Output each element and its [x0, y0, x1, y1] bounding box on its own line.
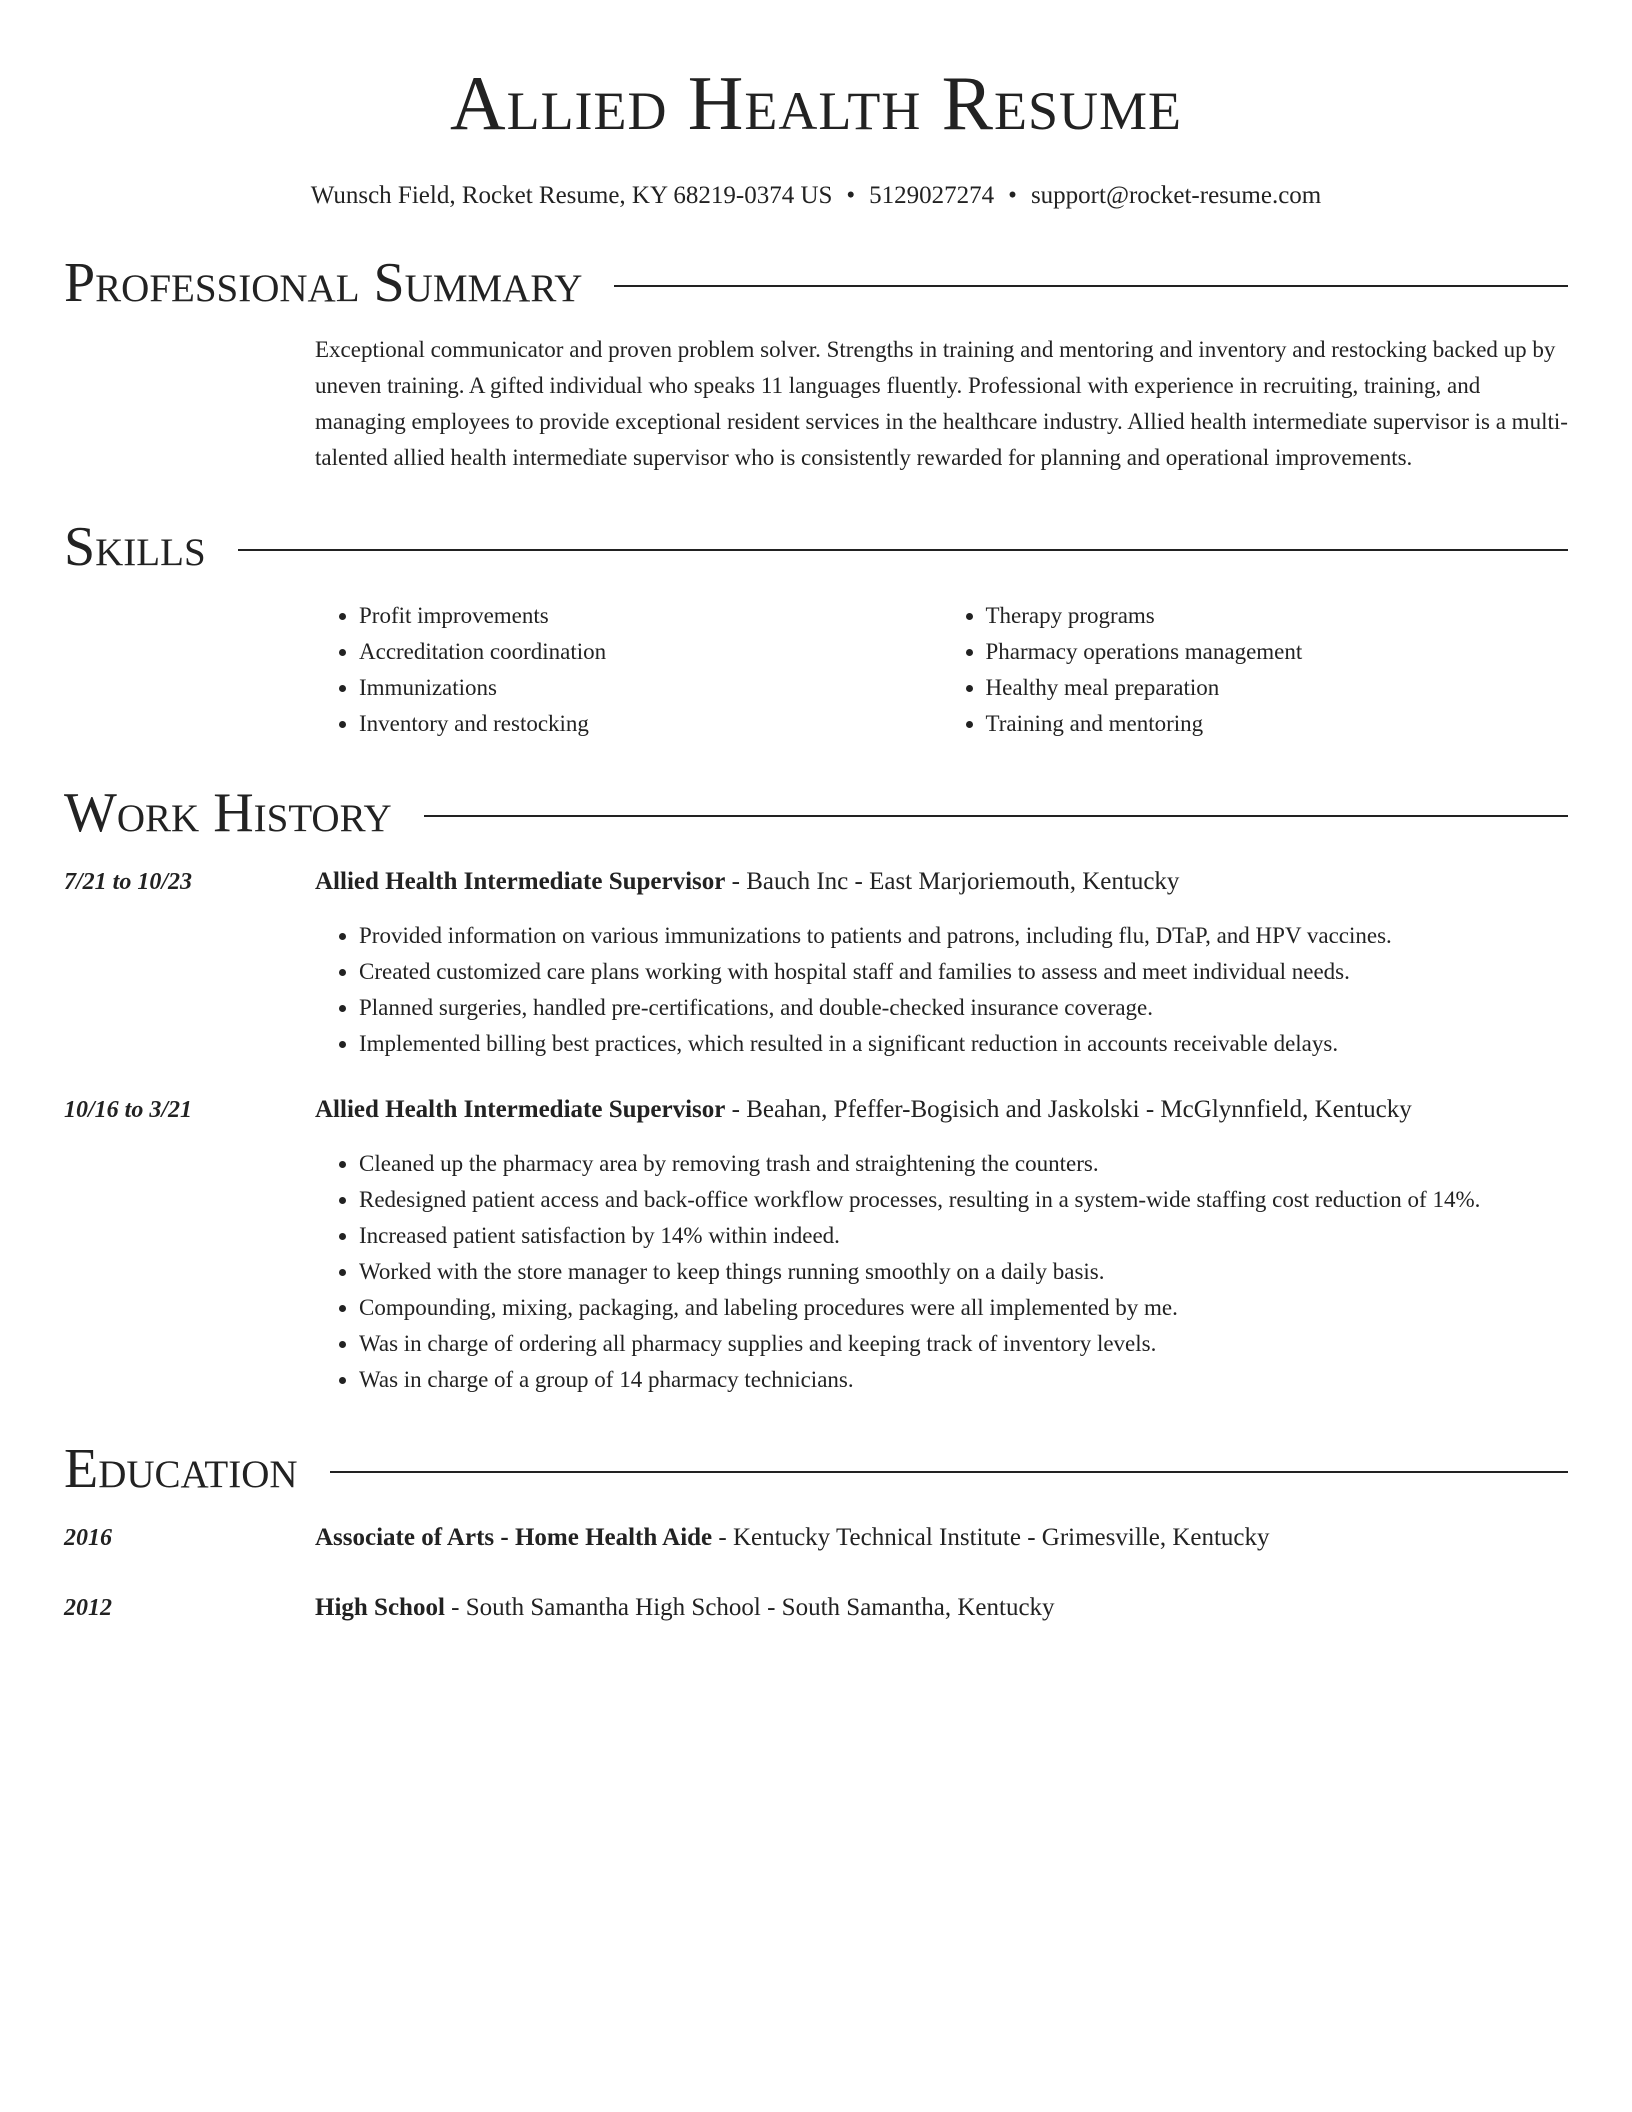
job-bullet: • Implemented billing best practices, which resulted in a significant reduction in accounts receivable delays.: [359, 1026, 1568, 1062]
job-bullet: • Compounding, mixing, packaging, and labeling procedures were all implemented by me.: [359, 1290, 1568, 1326]
contact-separator: •: [846, 182, 856, 209]
education-school: - Kentucky Technical Institute - Grimesville, Kentucky: [712, 1524, 1270, 1551]
education-body: [315, 1520, 1568, 1556]
job-entry: [64, 864, 1568, 1062]
job-bullet-list: [315, 1146, 1568, 1398]
education-entry: [64, 1590, 1568, 1626]
education-year: 2016: [64, 1525, 112, 1551]
job-bullet: • Worked with the store manager to keep things running smoothly on a daily basis.: [359, 1254, 1568, 1290]
contact-email: support@rocket-resume.com: [1030, 182, 1322, 209]
skill-item: • Pharmacy operations management: [986, 634, 1569, 670]
job-heading-line: [315, 864, 1568, 900]
work-section-heading: [64, 780, 1568, 846]
summary-heading: Professional Summary: [64, 252, 583, 314]
contact-address: Wunsch Field, Rocket Resume, KY 68219-0374 US: [310, 182, 833, 209]
skill-item: • Immunizations: [359, 670, 942, 706]
education-year: 2012: [64, 1595, 112, 1621]
skill-item: • Healthy meal preparation: [986, 670, 1569, 706]
education-section-heading: [64, 1436, 1568, 1502]
education-heading: Education: [64, 1438, 298, 1500]
contact-phone: 5129027274: [869, 182, 995, 209]
contact-line: [64, 180, 1568, 212]
resume-name: Allied Health Resume: [449, 60, 1182, 146]
job-dates: 7/21 to 10/23: [64, 869, 193, 895]
skills-column-right: [942, 598, 1569, 742]
summary-text: Exceptional communicator and proven problem solver. Strengths in training and mentoring and inventory and restocking backed up by uneven training. A gifted individual who speaks 11 languages fluently. Professional with experience in recruiting, training, and managing employees to provide exceptional resident services in the healthcare industry. Allied health intermediate supervisor is a multi-talented allied health intermediate supervisor who is consistently rewarded for planning and operational improvements.: [315, 337, 1568, 470]
skills-list: [315, 598, 1568, 742]
contact-separator: •: [1008, 182, 1017, 209]
job-employer: - Bauch Inc - East Marjoriemouth, Kentucky: [725, 868, 1180, 895]
job-bullet: • Was in charge of ordering all pharmacy supplies and keeping track of inventory levels.: [359, 1326, 1568, 1362]
education-degree: Associate of Arts - Home Health Aide: [315, 1524, 713, 1551]
job-bullet-list: [315, 918, 1568, 1062]
job-body: [315, 864, 1568, 1062]
section-divider: [614, 285, 1568, 287]
skill-item: • Profit improvements: [359, 598, 942, 634]
job-title: Allied Health Intermediate Supervisor: [315, 868, 726, 895]
job-bullet: • Provided information on various immunizations to patients and patrons, including flu, DTaP, and HPV vaccines.: [359, 918, 1568, 954]
job-title: Allied Health Intermediate Supervisor: [315, 1096, 726, 1123]
education-school: - South Samantha High School - South Samantha, Kentucky: [444, 1594, 1055, 1621]
job-heading-line: [315, 1092, 1568, 1128]
job-body: [315, 1092, 1568, 1398]
work-heading: Work History: [64, 782, 392, 844]
skill-item: • Training and mentoring: [986, 706, 1569, 742]
job-bullet: • Was in charge of a group of 14 pharmacy technicians.: [359, 1362, 1568, 1398]
skill-item: • Accreditation coordination: [359, 634, 942, 670]
education-line: [315, 1590, 1568, 1626]
section-divider: [238, 549, 1568, 551]
education-body: [315, 1590, 1568, 1626]
job-bullet: • Cleaned up the pharmacy area by removing trash and straightening the counters.: [359, 1146, 1568, 1182]
education-entry: [64, 1520, 1568, 1556]
job-entry: [64, 1092, 1568, 1398]
job-employer: - Beahan, Pfeffer-Bogisich and Jaskolski - McGlynnfield, Kentucky: [725, 1096, 1412, 1123]
job-dates: 10/16 to 3/21: [64, 1097, 193, 1123]
skills-column-left: [315, 598, 942, 742]
job-bullet: • Increased patient satisfaction by 14% within indeed.: [359, 1218, 1568, 1254]
job-bullet: • Created customized care plans working with hospital staff and families to assess and meet individual needs.: [359, 954, 1568, 990]
skills-heading: Skills: [64, 516, 206, 578]
education-degree: High School: [315, 1594, 445, 1621]
skills-section-heading: [64, 514, 1568, 580]
job-bullet: • Redesigned patient access and back-office workflow processes, resulting in a system-wide staffing cost reduction of 14%.: [359, 1182, 1568, 1218]
summary-section-heading: [64, 250, 1568, 316]
job-bullet: • Planned surgeries, handled pre-certifications, and double-checked insurance coverage.: [359, 990, 1568, 1026]
education-line: [315, 1520, 1568, 1556]
section-divider: [424, 815, 1568, 817]
skill-item: • Therapy programs: [986, 598, 1569, 634]
section-divider: [330, 1471, 1568, 1473]
skill-item: • Inventory and restocking: [359, 706, 942, 742]
